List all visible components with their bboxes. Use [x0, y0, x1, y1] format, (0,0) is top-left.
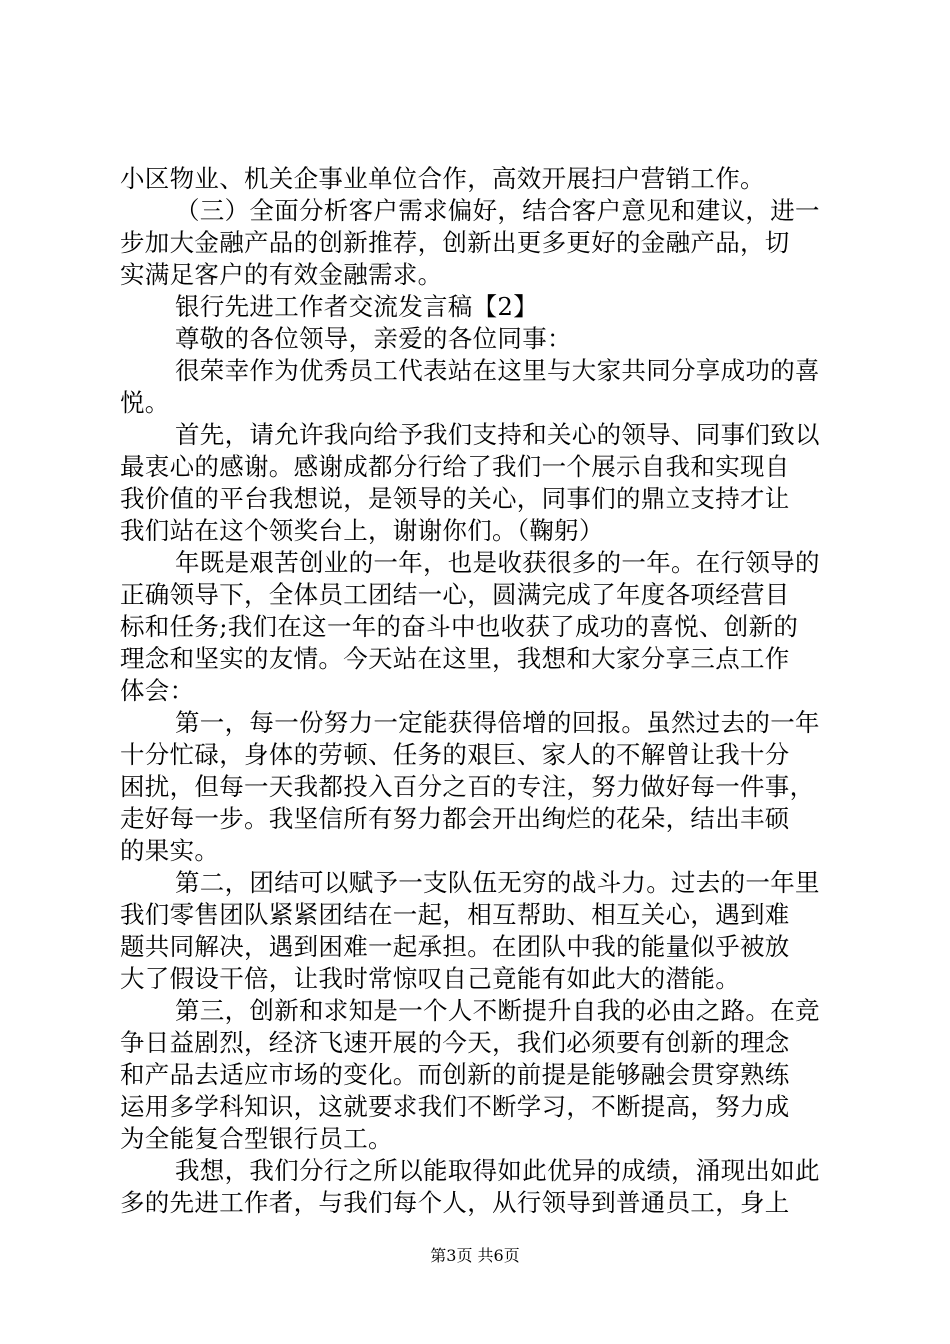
text-line: 正确领导下，全体员工团结一心，圆满完成了年度各项经营目 [120, 580, 790, 609]
text-line: 多的先进工作者，与我们每个人，从行领导到普通员工，身上 [120, 1188, 790, 1217]
text-line: 很荣幸作为优秀员工代表站在这里与大家共同分享成功的喜 [175, 356, 820, 385]
text-line: 步加大金融产品的创新推荐，创新出更多更好的金融产品，切 [120, 228, 790, 257]
text-line: 最衷心的感谢。感谢成都分行给了我们一个展示自我和实现自 [120, 452, 790, 481]
text-line: 第三，创新和求知是一个人不断提升自我的必由之路。在竞 [175, 996, 820, 1025]
text-line: 大了假设干倍，让我时常惊叹自己竟能有如此大的潜能。 [120, 964, 740, 993]
text-line: 题共同解决，遇到困难一起承担。在团队中我的能量似乎被放 [120, 932, 790, 961]
text-line: 十分忙碌，身体的劳顿、任务的艰巨、家人的不解曾让我十分 [120, 740, 790, 769]
text-line: 小区物业、机关企事业单位合作，高效开展扫户营销工作。 [120, 164, 765, 193]
text-line: 理念和坚实的友情。今天站在这里，我想和大家分享三点工作 [120, 644, 790, 673]
text-line: 年既是艰苦创业的一年，也是收获很多的一年。在行领导的 [175, 548, 820, 577]
text-line: 体会： [120, 676, 195, 705]
page-footer: 第3页 共6页 [430, 1246, 520, 1265]
text-line: （三）全面分析客户需求偏好，结合客户意见和建议，进一 [175, 196, 820, 225]
text-line: 银行先进工作者交流发言稿【2】 [175, 292, 539, 321]
text-line: 我价值的平台我想说，是领导的关心，同事们的鼎立支持才让 [120, 484, 790, 513]
text-line: 为全能复合型银行员工。 [120, 1124, 393, 1153]
text-line: 困扰，但每一天我都投入百分之百的专注，努力做好每一件事， [120, 772, 815, 801]
text-line: 争日益剧烈，经济飞速开展的今天，我们必须要有创新的理念 [120, 1028, 790, 1057]
text-line: 第一，每一份努力一定能获得倍增的回报。虽然过去的一年 [175, 708, 820, 737]
text-line: 我们站在这个领奖台上，谢谢你们。（鞠躬） [120, 516, 604, 545]
text-line: 悦。 [120, 388, 170, 417]
text-line: 走好每一步。我坚信所有努力都会开出绚烂的花朵，结出丰硕 [120, 804, 790, 833]
text-line: 第二，团结可以赋予一支队伍无穷的战斗力。过去的一年里 [175, 868, 820, 897]
text-line: 我想，我们分行之所以能取得如此优异的成绩，涌现出如此 [175, 1156, 820, 1185]
text-line: 运用多学科知识，这就要求我们不断学习，不断提高，努力成 [120, 1092, 790, 1121]
document-body [120, 163, 840, 1219]
text-line: 尊敬的各位领导，亲爱的各位同事： [175, 324, 572, 353]
text-line: 实满足客户的有效金融需求。 [120, 260, 443, 289]
text-line: 首先，请允许我向给予我们支持和关心的领导、同事们致以 [175, 420, 820, 449]
text-line: 和产品去适应市场的变化。而创新的前提是能够融会贯穿熟练 [120, 1060, 790, 1089]
text-line: 我们零售团队紧紧团结在一起，相互帮助、相互关心，遇到难 [120, 900, 790, 929]
text-line: 的果实。 [120, 836, 220, 865]
text-line: 标和任务;我们在这一年的奋斗中也收获了成功的喜悦、创新的 [120, 612, 799, 641]
